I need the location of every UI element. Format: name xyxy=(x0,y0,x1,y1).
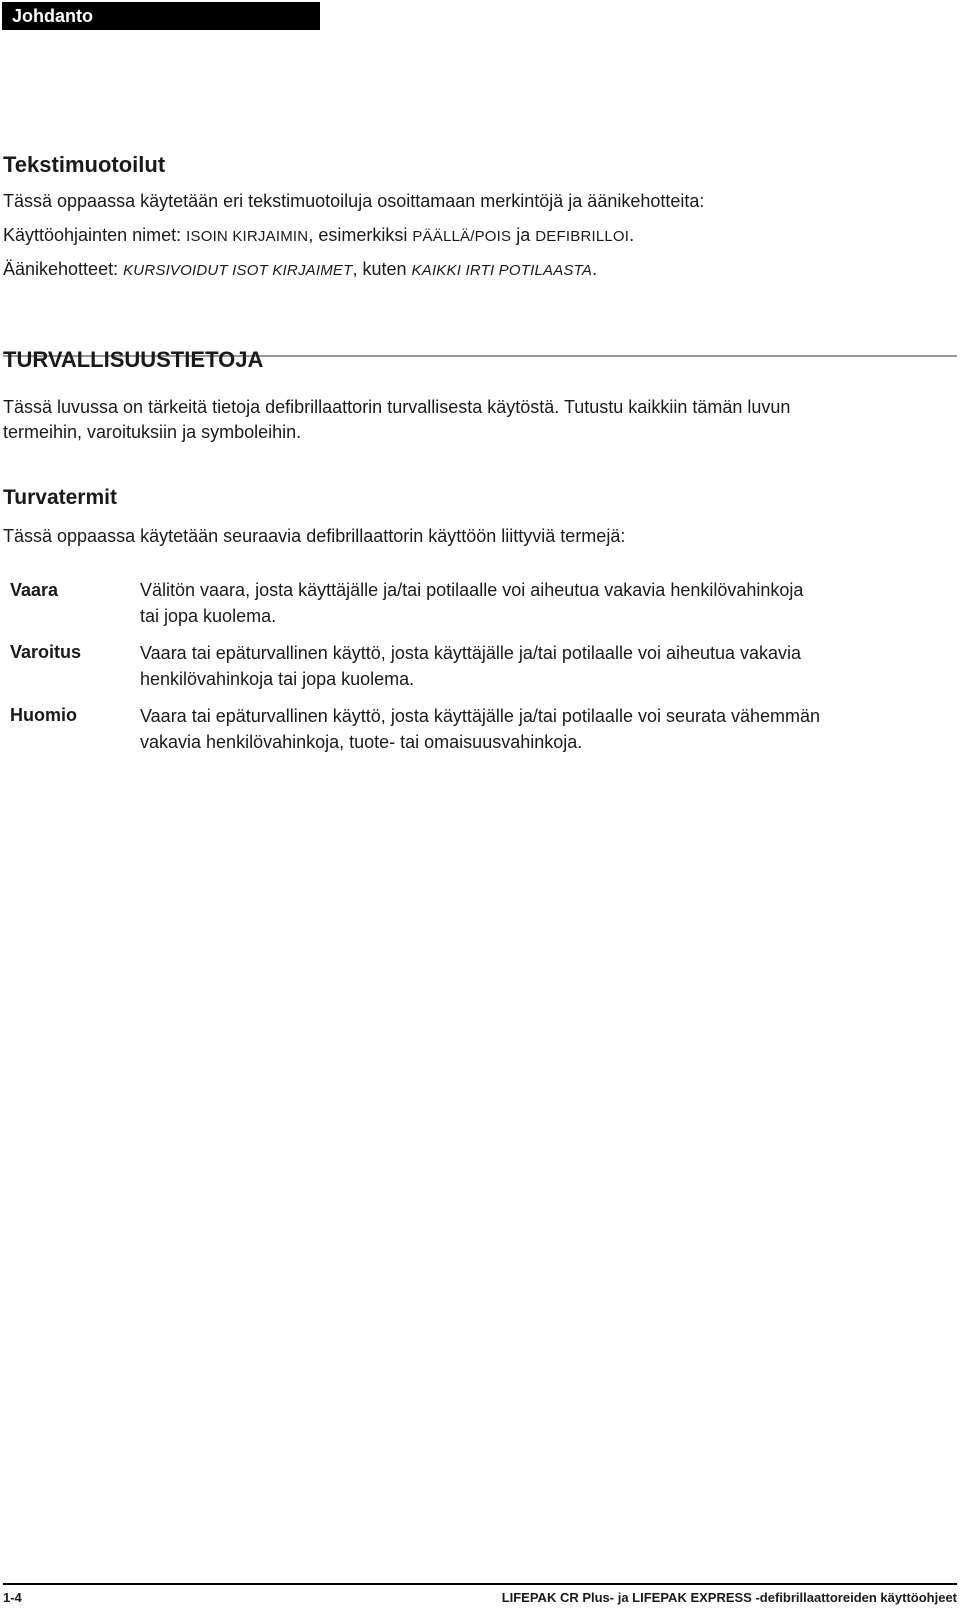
definition-huomio-line-2: vakavia henkilövahinkoja, tuote- tai omaisuusvahinkoja. xyxy=(140,732,583,752)
voice-prompts-end: . xyxy=(592,259,598,279)
control-names-mid-1: , esimerkiksi xyxy=(308,225,413,245)
control-names-example-2: PÄÄLLÄ/POIS xyxy=(412,228,512,245)
control-names-end: . xyxy=(629,225,635,245)
voice-prompts-mid: , kuten xyxy=(352,259,412,279)
chapter-header: Johdanto xyxy=(2,2,320,30)
voice-prompts-prefix: Äänikehotteet: xyxy=(3,259,124,279)
term-varoitus: Varoitus xyxy=(10,642,82,662)
page-number: 1-4 xyxy=(3,1590,22,1605)
turvallisuustietoja-line-2: termeihin, varoituksiin ja symboleihin. xyxy=(3,422,302,442)
term-vaara: Vaara xyxy=(10,580,59,600)
definition-vaara xyxy=(140,577,930,629)
control-names-example-1: ISOIN KIRJAIMIN xyxy=(186,228,309,245)
voice-prompts-example-2: KAIKKI IRTI POTILAASTA xyxy=(411,262,593,279)
control-names-prefix: Käyttöohjainten nimet: xyxy=(3,225,187,245)
section-heading-tekstimuotoilut: Tekstimuotoilut xyxy=(3,152,166,177)
definition-vaara-line-1: Välitön vaara, josta käyttäjälle ja/tai potilaalle voi aiheutua vakavia henkilövahinkoja xyxy=(140,580,804,600)
turvatermit-intro: Tässä oppaassa käytetään seuraavia defibrillaattorin käyttöön liittyviä termejä: xyxy=(3,526,626,546)
definition-huomio xyxy=(140,703,930,755)
definition-huomio-line-1: Vaara tai epäturvallinen käyttö, josta käyttäjälle ja/tai potilaalle voi seurata vähemmän xyxy=(140,706,821,726)
definition-vaara-line-2: tai jopa kuolema. xyxy=(140,606,277,626)
definition-varoitus-line-1: Vaara tai epäturvallinen käyttö, josta käyttäjälle ja/tai potilaalle voi aiheutua vakavia xyxy=(140,643,802,663)
tekstimuotoilut-intro: Tässä oppaassa käytetään eri tekstimuotoiluja osoittamaan merkintöjä ja äänikehotteita: xyxy=(3,191,705,211)
term-huomio: Huomio xyxy=(10,705,77,725)
tekstimuotoilut-voice-prompts xyxy=(3,256,597,284)
definition-varoitus-line-2: henkilövahinkoja tai jopa kuolema. xyxy=(140,669,415,689)
control-names-example-3: DEFIBRILLOI xyxy=(535,228,630,245)
section-heading-turvallisuustietoja: TURVALLISUUSTIETOJA xyxy=(3,347,264,372)
footer-divider xyxy=(3,1583,957,1585)
voice-prompts-example-1: KURSIVOIDUT ISOT KIRJAIMET xyxy=(123,262,353,279)
definition-varoitus xyxy=(140,640,930,692)
tekstimuotoilut-control-names xyxy=(3,222,634,250)
section-heading-turvatermit: Turvatermit xyxy=(3,486,117,509)
footer-title: LIFEPAK CR Plus- ja LIFEPAK EXPRESS -defibrillaattoreiden käyttöohjeet xyxy=(501,1590,957,1605)
control-names-mid-2: ja xyxy=(511,225,536,245)
turvallisuustietoja-line-1: Tässä luvussa on tärkeitä tietoja defibrillaattorin turvallisesta käytöstä. Tutustu kaikkiin tämän luvun xyxy=(3,397,791,417)
